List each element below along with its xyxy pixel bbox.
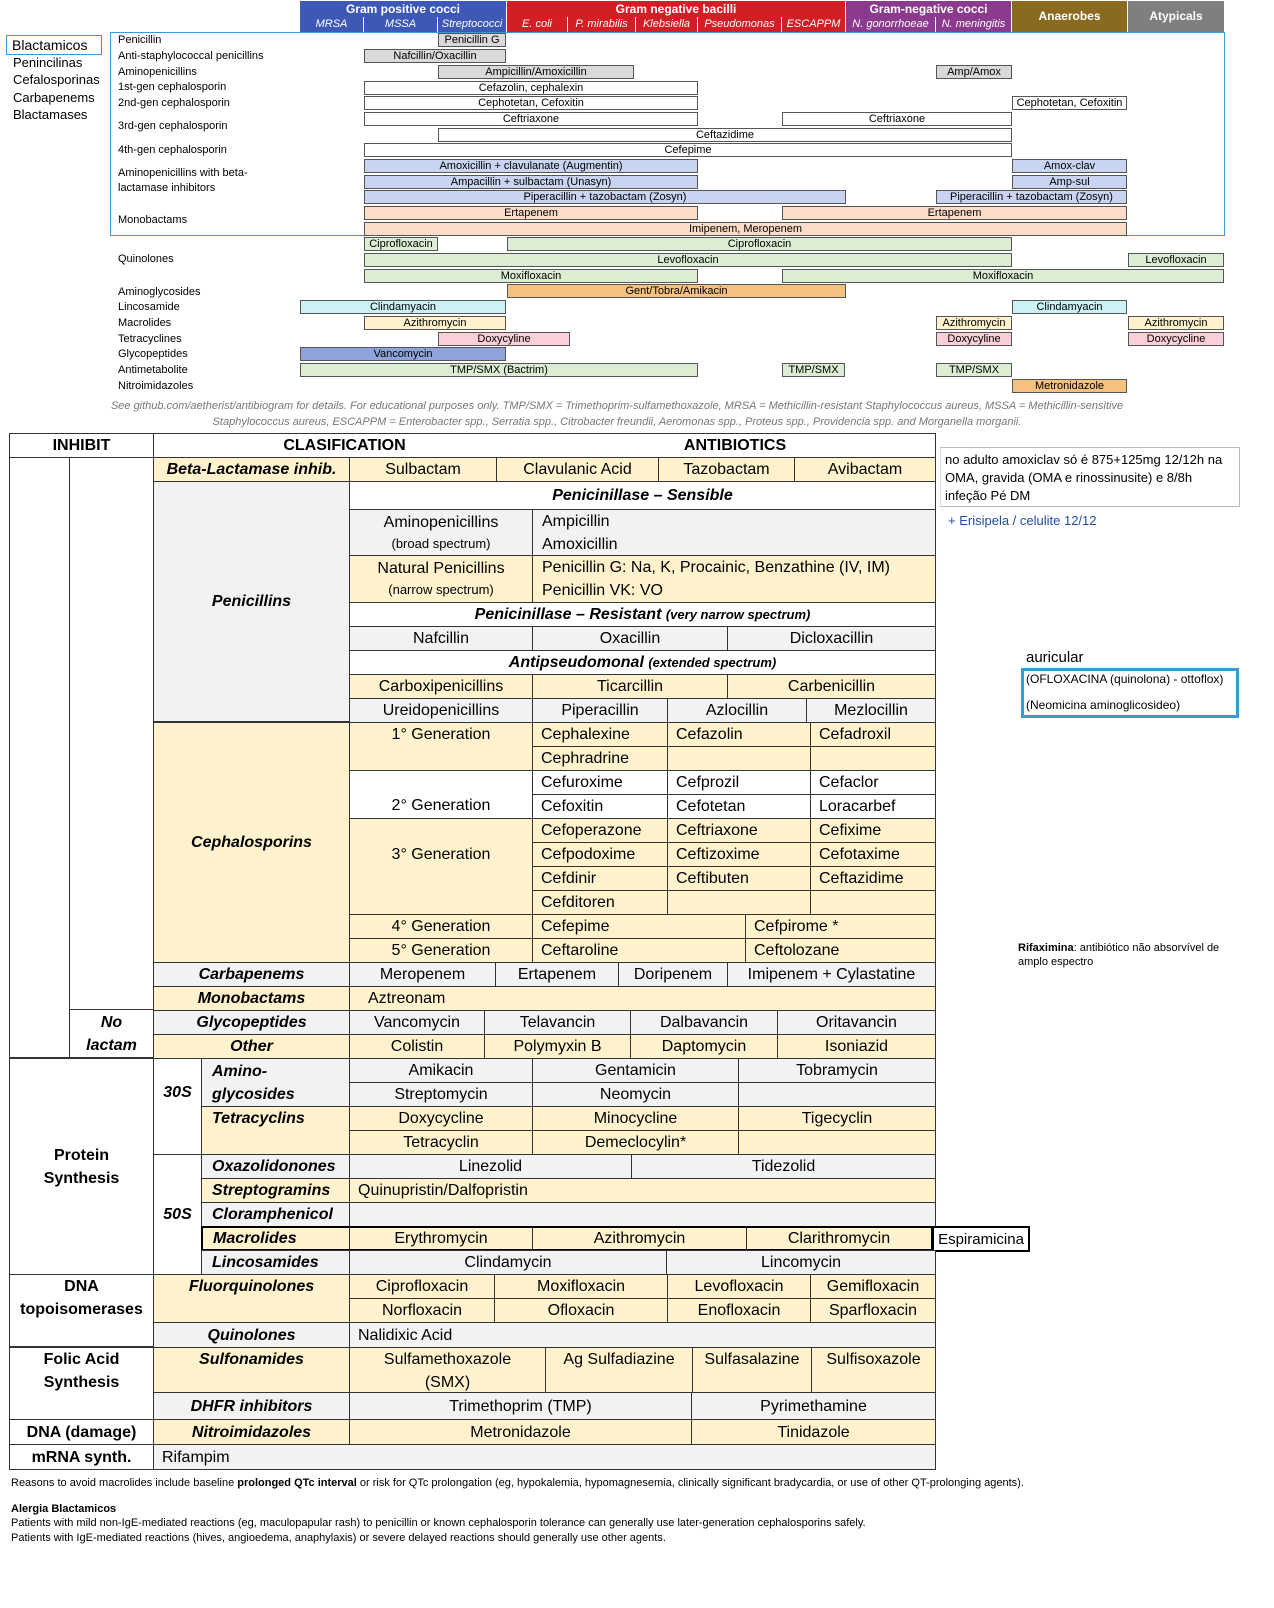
row-label: Nitroimidazoles [118,380,194,392]
row-label: Aminopenicillins [118,66,197,78]
drug-cell: Mezlocillin [806,698,936,723]
coverage-bar: Doxycyline [936,332,1012,346]
drug-cell: Cefotetan [667,794,811,819]
empty-cell [810,746,936,771]
drug-cell: Norfloxacin [349,1298,495,1323]
drug-cell: Ticarcillin [532,674,728,699]
drug-cell: Erythromycin [349,1226,533,1251]
drug-cell: Minocycline [532,1106,739,1131]
sub-streptococci: Streptococci [438,17,506,32]
sub-n-meningitis: N. meningitis [936,17,1011,32]
header-gram-positive-cocci: Gram positive cocci [300,1,506,17]
drug-cell: Ceftriaxone [667,818,811,843]
drug-name: Penicillin VK: VO [542,582,663,599]
coverage-bar: Cefazolin, cephalexin [364,81,698,95]
lactam-text: lactam [86,1036,137,1054]
gen2-label: 2° Generation [349,770,533,819]
header-antibiotics: ANTIBIOTICS [535,433,936,458]
drug-cell: Pyrimethamine [691,1392,936,1420]
row-label: Aminopenicillins with beta- [118,167,248,179]
drug-cell: Aztreonam [349,986,936,1011]
drug-cell: Cefepime [532,914,746,939]
espiramicina-box: Espiramicina [932,1226,1030,1252]
coverage-bar: Cephotetan, Cefoxitin [364,96,698,110]
drug-cell: Dicloxacillin [727,626,936,651]
sub-mssa: MSSA [364,17,437,32]
drug-cell: Cefotaxime [810,842,936,867]
drug-cell: Doripenem [618,962,728,987]
drug-name: Sulfamethoxazole [383,1351,512,1368]
side-title: Blactamicos [6,35,102,55]
aminopenicillins-drugs [532,509,936,556]
drug-cell: Colistin [349,1034,485,1059]
header-anaerobes: Anaerobes [1012,1,1127,32]
rifaximina-bold: Rifaximina [1018,942,1074,954]
drug-cell: Cefdinir [532,866,668,891]
coverage-bar: Ertapenem [782,206,1127,220]
aminopenicillins [349,509,533,556]
drug-cell: Cefaclor [810,770,936,795]
drug-cell: Moxifloxacin [494,1274,668,1299]
penicillinase-sensible: Penicinillase – Sensible [349,481,936,510]
sub-pseudomonas: Pseudomonas [698,17,781,32]
drug-cell: Tetracyclin [349,1130,533,1155]
drug-cell: Enofloxacin [667,1298,811,1323]
drug-cell: Carbenicillin [727,674,936,699]
drug-cell: Cefpodoxime [532,842,668,867]
coverage-bar: Cephotetan, Cefoxitin [1012,96,1127,110]
drug-cell: Cefuroxime [532,770,668,795]
aminoglycosides-line2: glycosides [212,1085,295,1103]
coverage-bar: Ampacillin + sulbactam (Unasyn) [364,175,698,189]
coverage-bar: Penicillin G [438,33,506,47]
auricular-box [1021,668,1239,718]
row-label: Antimetabolite [118,364,188,376]
side-item: Blactamases [13,107,88,122]
rifaximina-text: : antibiótico não absorvível de amplo espectro [1018,942,1220,968]
amoxiclav-note: no adulto amoxiclav só é 875+125mg 12/12h na OMA, gravida (OMA e rinossinusite) e 8/8h infeção Pé DM [940,447,1240,507]
coverage-bar: Doxycycline [1128,332,1224,346]
drug-cell: Carboxipenicillins [349,674,533,699]
drug-cell: Ofloxacin [494,1298,668,1323]
inhibit-beta-lactam [69,457,154,1010]
drug-cell: Cefditoren [532,890,668,915]
class-fluorquinolones: Fluorquinolones [153,1274,350,1323]
drug-cell: Sulbactam [349,457,497,482]
erisipela-note: + Erisipela / celulite 12/12 [948,513,1097,528]
class-nitroimidazoles: Nitroimidazoles [153,1419,350,1445]
broad-spectrum-note: (broad spectrum) [391,535,491,551]
coverage-bar: Amp-sul [1012,175,1127,189]
coverage-bar: TMP/SMX [936,363,1012,377]
coverage-bar: Ceftazidime [438,128,1012,142]
macrolide-warning [11,1477,1024,1489]
coverage-bar: Ciprofloxacin [507,237,1012,251]
drug-cell: Neomycin [532,1082,739,1107]
drug-cell: Meropenem [349,962,496,987]
drug-cell: Quinupristin/Dalfopristin [349,1178,936,1203]
sub-mrsa: MRSA [300,17,363,32]
drug-cell: Nalidixic Acid [349,1322,936,1348]
extended-spectrum-note: (extended spectrum) [648,655,777,670]
drug-cell: Cephalexine [532,722,668,747]
inhibit-folic-acid [9,1347,154,1420]
drug-cell: Clarithromycin [746,1226,933,1251]
drug-cell: Ag Sulfadiazine [545,1347,693,1393]
row-label: 1st-gen cephalosporin [118,81,227,93]
drug-cell: Tobramycin [738,1058,936,1083]
class-cephalosporins: Cephalosporins [153,722,350,963]
row-label: Quinolones [118,253,174,265]
class-sulfonamides: Sulfonamides [153,1347,350,1393]
row-label: Penicillin [118,34,162,46]
coverage-bar: Gent/Tobra/Amikacin [507,284,846,298]
row-label: Monobactams [118,214,188,226]
drug-cell: Trimethoprim (TMP) [349,1392,692,1420]
natural-penicillins-label: Natural Penicillins [377,560,505,577]
very-narrow-note: (very narrow spectrum) [665,607,811,622]
class-streptogramins: Streptogramins [201,1178,350,1203]
row-label: 2nd-gen cephalosporin [118,97,230,109]
coverage-bar: TMP/SMX (Bactrim) [300,363,698,377]
drug-cell: Cefazolin [667,722,811,747]
class-beta-lactamase-inhib: Beta-Lactamase inhib. [153,457,350,482]
drug-cell: Clavulanic Acid [496,457,659,482]
drug-cell: Azlocillin [667,698,807,723]
drug-cell: Sparfloxacin [810,1298,936,1323]
dna-text: DNA [64,1278,99,1295]
coverage-bar: Amp/Amox [936,65,1012,79]
drug-cell: Metronidazole [349,1419,692,1445]
oflox-note: (OFLOXACINA (quinolona) - ottoflox) [1026,672,1224,686]
drug-cell: Ertapenem [495,962,619,987]
coverage-bar: Ertapenem [364,206,698,220]
side-item: Penincilinas [13,55,83,70]
inhibit-cell-wall [9,457,70,1058]
macro-pre: Reasons to avoid macrolides include baseline [11,1477,238,1489]
class-lincosamides: Lincosamides [201,1250,350,1275]
coverage-bar: Azithromycin [1128,316,1224,330]
class-glycopeptides: Glycopeptides [153,1010,350,1035]
row-label: Glycopeptides [118,348,188,360]
drug-cell: Imipenem + Cylastatine [727,962,936,987]
drug-cell: Cefoxitin [532,794,668,819]
penicillinase-resistant-label: Penicinillase – Resistant [474,606,662,623]
side-item: Cefalosporinas [13,72,100,87]
gen3-label: 3° Generation [349,818,533,915]
drug-cell: Clindamycin [349,1250,667,1275]
drug-cell: Ceftibuten [667,866,811,891]
drug-cell: Rifampim [153,1444,936,1470]
row-label: Tetracyclines [118,333,182,345]
drug-cell: Tazobactam [658,457,795,482]
drug-cell: Tinidazole [691,1419,936,1445]
empty-cell [349,1202,936,1227]
gen4-label: 4° Generation [349,914,533,939]
natural-penicillins [349,555,533,603]
drug-cell: Lincomycin [666,1250,936,1275]
coverage-bar: Azithromycin [936,316,1012,330]
protein-text: Protein [53,1146,110,1164]
drug-cell: Demeclocylin* [532,1130,739,1155]
header-classification: CLASIFICATION [153,433,535,458]
allergy-title: Alergia Blactamicos [11,1503,117,1515]
header-gram-negative-bacilli: Gram negative bacilli [507,1,845,17]
drug-cell: Tigecyclin [738,1106,936,1131]
drug-cell: Cefprozil [667,770,811,795]
drug-cell: Azithromycin [532,1226,747,1251]
drug-name: (SMX) [424,1374,471,1391]
row-label: Macrolides [118,317,172,329]
antipseudomonal [349,650,936,675]
gen1-label: 1° Generation [349,722,533,771]
drug-cell: Ureidopenicillins [349,698,533,723]
drug-cell: Nafcillin [349,626,533,651]
coverage-bar: Clindamyacin [300,300,506,314]
row-label: lactamase inhibitors [118,182,216,194]
drug-cell: Loracarbef [810,794,936,819]
gen5-label: 5° Generation [349,938,533,963]
drug-cell: Vancomycin [349,1010,485,1035]
coverage-bar: Nafcillin/Oxacillin [364,49,506,63]
ribosome-50s: 50S [153,1154,202,1275]
drug-cell: Isoniazid [777,1034,936,1059]
inhibit-mrna: mRNA synth. [9,1444,154,1470]
header-inhibit: INHIBIT [9,433,154,458]
row-label: Lincosamide [118,301,180,313]
synthesis-text: Synthesis [43,1169,120,1187]
neomicina-note: (Neomicina aminoglicosideo) [1026,698,1181,712]
class-tetracyclins: Tetracyclins [201,1106,350,1155]
coverage-bar: Piperacillin + tazobactam (Zosyn) [936,190,1127,204]
antipseudomonal-label: Antipseudomonal [508,654,644,671]
coverage-bar: TMP/SMX [782,363,845,377]
drug-cell: Polymyxin B [484,1034,631,1059]
coverage-bar: Cefepime [364,143,1012,157]
class-aminoglycosides [201,1058,350,1107]
macro-post: or risk for QTc prolongation (eg, hypokalemia, hypomagnesemia, clinically significant bradycardia, or use of other QT-prolonging agents). [356,1477,1024,1489]
drug-cell: Ceftazidime [810,866,936,891]
class-dhfr-inhibitors: DHFR inhibitors [153,1392,350,1420]
sub-klebsiella: Klebsiella [636,17,697,32]
drug-cell: Ceftolozane [745,938,936,963]
coverage-bar: Azithromycin [364,316,506,330]
drug-cell: Cefadroxil [810,722,936,747]
drug-cell: Levofloxacin [667,1274,811,1299]
aminopenicillins-label: Aminopenicillins [383,513,499,531]
drug-name: Ampicillin [542,512,610,530]
class-monobactams: Monobactams [153,986,350,1011]
drug-cell: Tidezolid [631,1154,936,1179]
side-item: Carbapenems [13,90,95,105]
header-gram-negative-cocci: Gram-negative cocci [846,1,1011,17]
coverage-bar: Moxifloxacin [782,269,1224,283]
drug-name: Penicillin G: Na, K, Procainic, Benzathine (IV, IM) [542,559,890,576]
drug-cell: Piperacillin [532,698,668,723]
coverage-bar: Doxycyline [438,332,570,346]
coverage-bar: Levofloxacin [1128,253,1224,267]
inhibit-dna-topoisomerases [9,1274,154,1347]
drug-cell: Oritavancin [777,1010,936,1035]
drug-cell: Ceftizoxime [667,842,811,867]
coverage-bar: Ceftriaxone [364,112,698,126]
coverage-bar: Clindamyacin [1012,300,1127,314]
drug-cell: Streptomycin [349,1082,533,1107]
coverage-bar: Moxifloxacin [364,269,698,283]
row-label: 4th-gen cephalosporin [118,144,227,156]
drug-cell: Cefixime [810,818,936,843]
coverage-bar: Ciprofloxacin [364,237,438,251]
coverage-bar: Metronidazole [1012,379,1127,393]
class-penicillins: Penicillins [153,481,350,722]
row-label: Aminoglycosides [118,286,201,298]
allergy-line: Patients with IgE-mediated reactions (hives, angioedema, anaphylaxis) or severe delayed reactions should generally use other agents. [11,1532,666,1544]
drug-cell: Dalbavancin [630,1010,778,1035]
class-other: Other [153,1034,350,1059]
empty-cell [738,1082,936,1107]
row-label: 3rd-gen cephalosporin [118,120,228,132]
inhibit-protein-synthesis [9,1058,154,1275]
drug-cell: Gemifloxacin [810,1274,936,1299]
no-lactam-label [69,1009,154,1058]
drug-cell-smx [349,1347,546,1393]
drug-cell: Gentamicin [532,1058,739,1083]
row-label: Anti-staphylococcal penicillins [118,50,264,62]
auricular-label: auricular [1026,649,1084,666]
no-text: No [100,1013,123,1031]
ribosome-30s: 30S [153,1058,202,1155]
drug-cell: Doxycycline [349,1106,533,1131]
chart-footnote: Staphylococcus aureus, ESCAPPM = Enterobacter spp., Serratia spp., Citrobacter freundii, Aeromonas spp., Proteus spp., Providencia spp. and Morganella morganii. [212,416,1022,428]
allergy-line: Patients with mild non-IgE-mediated reactions (eg, maculopapular rash) to penicillin or known cephalosporin tolerance can generally use later-generation cephalosporins safely. [11,1517,866,1529]
drug-name: Amoxicillin [542,535,618,553]
sub-n-gonorrhoeae: N. gonorrhoeae [846,17,935,32]
drug-cell: Cefpirome * [745,914,936,939]
empty-cell [667,746,811,771]
topoisomerases-text: topoisomerases [20,1301,143,1318]
aminoglycosides-line1: Amino- [212,1062,268,1080]
coverage-bar: Piperacillin + tazobactam (Zosyn) [364,190,846,204]
synthesis-text: Synthesis [43,1374,120,1391]
drug-cell: Avibactam [794,457,936,482]
coverage-bar: Amoxicillin + clavulanate (Augmentin) [364,159,698,173]
drug-cell: Ceftaroline [532,938,746,963]
drug-cell: Oxacillin [532,626,728,651]
header-atypicals: Atypicals [1128,1,1224,32]
drug-cell: Cefoperazone [532,818,668,843]
drug-cell: Linezolid [349,1154,632,1179]
sub-e-coli: E. coli [507,17,567,32]
macro-bold: prolonged QTc interval [237,1477,357,1489]
drug-cell: Sulfisoxazole [811,1347,936,1393]
rifaximina-note [1018,941,1240,969]
folic-text: Folic Acid [43,1351,120,1368]
coverage-bar: Ceftriaxone [782,112,1012,126]
class-quinolones: Quinolones [153,1322,350,1348]
natural-penicillins-drugs [532,555,936,603]
coverage-bar: Vancomycin [300,347,506,361]
empty-cell [738,1130,936,1155]
narrow-spectrum-note: (narrow spectrum) [388,582,494,597]
drug-cell: Ciprofloxacin [349,1274,495,1299]
drug-cell: Daptomycin [630,1034,778,1059]
drug-cell: Telavancin [484,1010,631,1035]
coverage-bar: Amox-clav [1012,159,1127,173]
drug-cell: Sulfasalazine [692,1347,812,1393]
empty-cell [810,890,936,915]
class-cloramphenicol: Cloramphenicol [201,1202,350,1227]
sub-p-mirabilis: P. mirabilis [568,17,635,32]
class-carbapenems: Carbapenems [153,962,350,987]
penicillinase-resistant [349,602,936,627]
coverage-bar: Levofloxacin [364,253,1012,267]
drug-cell: Amikacin [349,1058,533,1083]
empty-cell [667,890,811,915]
drug-cell: Cephradrine [532,746,668,771]
class-macrolides: Macrolides [201,1226,350,1251]
chart-footnote: See github.com/aetherist/antibiogram for details. For educational purposes only. TMP/SMX = Trimethoprim-sulfamethoxazole, MRSA = Methicillin-resistant Staphylococcus aureus, MSSA = Methicillin-sensitive [110,400,1124,412]
sub-escappm: ESCAPPM [782,17,845,32]
coverage-bar: Ampicillin/Amoxicillin [438,65,634,79]
coverage-bar: Imipenem, Meropenem [364,222,1127,236]
inhibit-dna-damage: DNA (damage) [9,1419,154,1445]
class-oxazolidonones: Oxazolidonones [201,1154,350,1179]
